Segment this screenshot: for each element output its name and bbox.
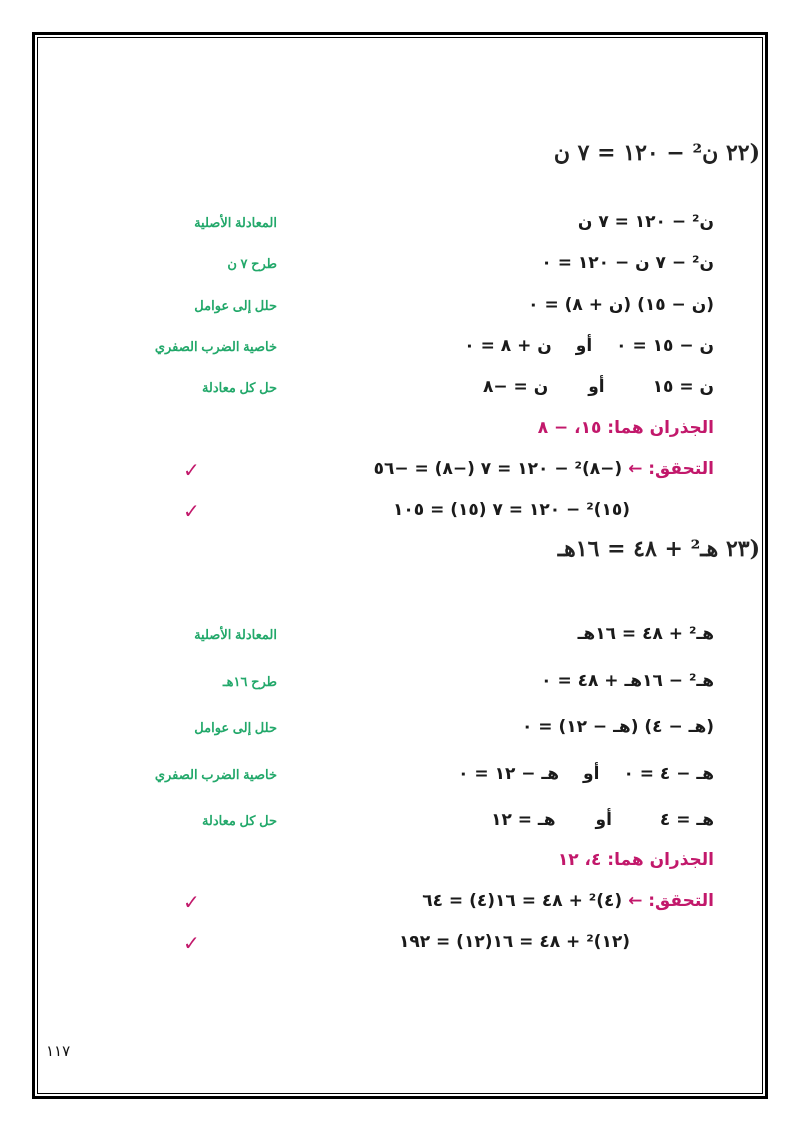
p23-step4-reason: خاصية الضرب الصفري [154, 767, 277, 782]
p23-roots: الجذران هما: ٤، ١٢ [557, 850, 714, 870]
p22-check-1-mark: ✓ [183, 458, 200, 482]
p22-roots: الجذران هما: ١٥، − ٨ [537, 418, 714, 438]
p22-step4-equation-b: ن + ٨ = ٠ [464, 336, 552, 356]
page-number: ١١٧ [46, 1042, 71, 1060]
p22-step5-equation-a: ن = ١٥ [652, 377, 714, 397]
p23-check-1 [422, 891, 714, 911]
p23-step4-equation [458, 764, 714, 784]
p23-step1-reason: المعادلة الأصلية [194, 627, 277, 642]
p23-step3-equation: (هـ − ٤) (هـ − ١٢) = ٠ [522, 717, 714, 737]
p22-step4-equation-a: ن − ١٥ = ٠ [616, 336, 714, 356]
p23-step5-equation-a: هـ = ٤ [659, 810, 714, 830]
p22-step2-equation: ن² − ٧ ن − ١٢٠ = ٠ [541, 253, 714, 273]
p22-step5-reason: حل كل معادلة [201, 380, 277, 395]
p23-step5-reason: حل كل معادلة [201, 813, 277, 828]
p23-step1-equation: هـ² + ٤٨ = ١٦هـ [577, 624, 714, 644]
p23-check-1-equation: (٤)² + ٤٨ = ١٦(٤) = ٦٤ [422, 891, 623, 911]
p22-step1-reason: المعادلة الأصلية [194, 215, 277, 230]
p22-check-1-equation: (−٨)² − ١٢٠ = ٧ (−٨) = −٥٦ [373, 459, 623, 479]
p23-step4-equation-b: هـ − ١٢ = ٠ [458, 764, 560, 784]
p22-step5-equation-b: ن = −٨ [483, 377, 549, 397]
p23-step5-equation [491, 810, 714, 830]
p22-check-1 [374, 459, 714, 479]
p23-step2-equation: هـ² − ١٦هـ + ٤٨ = ٠ [541, 671, 714, 691]
p23-check-2-mark: ✓ [183, 931, 200, 955]
p23-check-label: التحقق: ← [628, 891, 714, 911]
p22-check-label: التحقق: ← [628, 459, 714, 479]
problem-23-header: (٢٣ هـ² + ٤٨ = ١٦هـ [557, 536, 760, 562]
p22-step3-reason: حلل إلى عوامل [194, 298, 277, 313]
p22-check-2-mark: ✓ [183, 499, 200, 523]
p22-step4-connector: أو [575, 336, 593, 356]
p22-check-2-equation: (١٥)² − ١٢٠ = ٧ (١٥) = ١٠٥ [393, 500, 630, 520]
p23-step4-connector: أو [583, 764, 600, 784]
p22-step3-equation: (ن − ١٥) (ن + ٨) = ٠ [528, 295, 714, 315]
p23-check-1-mark: ✓ [183, 890, 200, 914]
p23-step4-equation-a: هـ − ٤ = ٠ [623, 764, 714, 784]
p23-check-2-equation: (١٢)² + ٤٨ = ١٦(١٢) = ١٩٢ [398, 932, 630, 952]
problem-22-header: (٢٢ ن² − ١٢٠ = ٧ ن [553, 140, 760, 166]
p23-step5-connector: أو [595, 810, 612, 830]
p23-step2-reason: طرح ١٦هـ [222, 674, 277, 689]
p23-step5-equation-b: هـ = ١٢ [491, 810, 556, 830]
p22-step2-reason: طرح ٧ ن [227, 256, 277, 271]
p22-step5-equation [483, 377, 714, 397]
p23-step3-reason: حلل إلى عوامل [194, 720, 277, 735]
p22-step5-connector: أو [588, 377, 605, 397]
p22-step4-equation [464, 336, 714, 356]
p22-step4-reason: خاصية الضرب الصفري [154, 339, 277, 354]
p22-step1-equation: ن² − ١٢٠ = ٧ ن [577, 212, 714, 232]
